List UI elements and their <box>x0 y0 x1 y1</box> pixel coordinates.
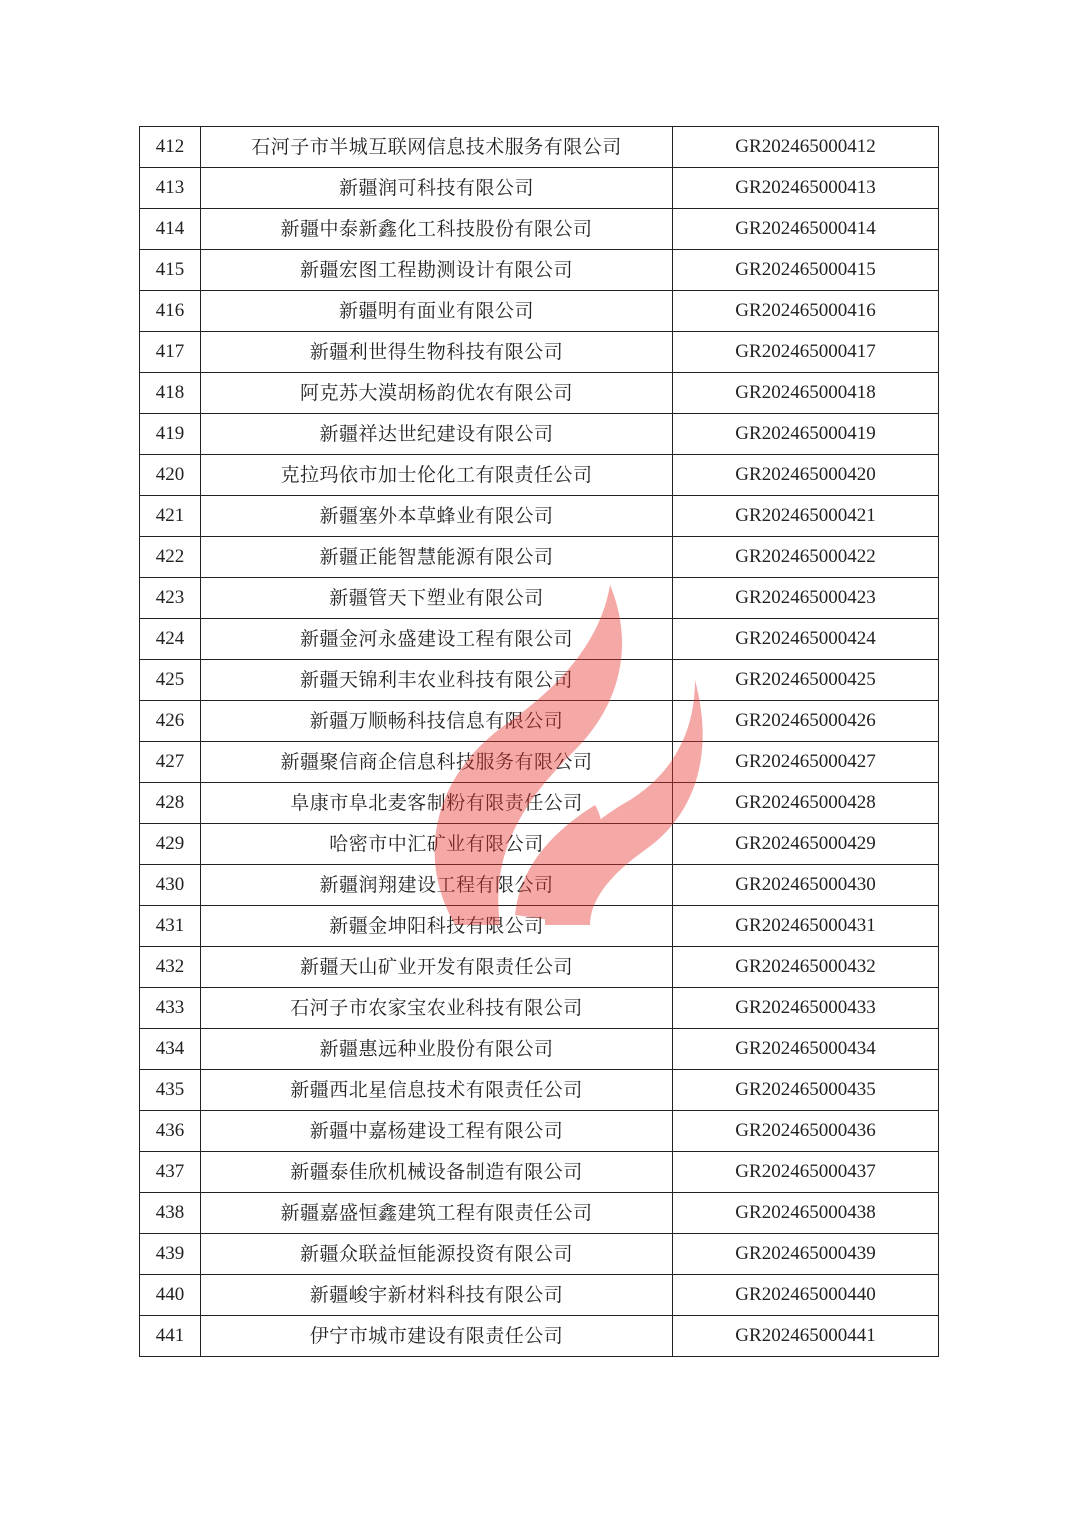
certificate-code-cell: GR202465000438 <box>673 1193 939 1234</box>
company-name-cell: 新疆利世得生物科技有限公司 <box>201 332 673 373</box>
row-index-cell: 438 <box>140 1193 201 1234</box>
table-row <box>140 455 939 496</box>
company-name-cell: 哈密市中汇矿业有限公司 <box>201 824 673 865</box>
company-name-cell: 阜康市阜北麦客制粉有限责任公司 <box>201 783 673 824</box>
table-row <box>140 701 939 742</box>
row-index-cell: 439 <box>140 1234 201 1275</box>
certificate-code-cell: GR202465000412 <box>673 127 939 168</box>
certificate-code-cell: GR202465000441 <box>673 1316 939 1357</box>
row-index-cell: 426 <box>140 701 201 742</box>
company-name-cell: 新疆惠远种业股份有限公司 <box>201 1029 673 1070</box>
certificate-code-cell: GR202465000424 <box>673 619 939 660</box>
table-row <box>140 537 939 578</box>
row-index-cell: 419 <box>140 414 201 455</box>
row-index-cell: 424 <box>140 619 201 660</box>
table-body <box>140 127 939 1357</box>
row-index-cell: 428 <box>140 783 201 824</box>
table-row <box>140 414 939 455</box>
certificate-code-cell: GR202465000431 <box>673 906 939 947</box>
row-index-cell: 436 <box>140 1111 201 1152</box>
row-index-cell: 440 <box>140 1275 201 1316</box>
company-name-cell: 新疆聚信商企信息科技服务有限公司 <box>201 742 673 783</box>
table-row <box>140 127 939 168</box>
row-index-cell: 437 <box>140 1152 201 1193</box>
table-row <box>140 619 939 660</box>
table-row <box>140 1234 939 1275</box>
row-index-cell: 430 <box>140 865 201 906</box>
row-index-cell: 418 <box>140 373 201 414</box>
company-name-cell: 石河子市农家宝农业科技有限公司 <box>201 988 673 1029</box>
company-name-cell: 新疆金坤阳科技有限公司 <box>201 906 673 947</box>
row-index-cell: 415 <box>140 250 201 291</box>
certificate-code-cell: GR202465000425 <box>673 660 939 701</box>
row-index-cell: 429 <box>140 824 201 865</box>
certificate-code-cell: GR202465000419 <box>673 414 939 455</box>
row-index-cell: 425 <box>140 660 201 701</box>
table-row <box>140 1029 939 1070</box>
certificate-code-cell: GR202465000414 <box>673 209 939 250</box>
table-row <box>140 168 939 209</box>
company-name-cell: 新疆明有面业有限公司 <box>201 291 673 332</box>
certificate-code-cell: GR202465000427 <box>673 742 939 783</box>
certificate-code-cell: GR202465000418 <box>673 373 939 414</box>
certificate-code-cell: GR202465000417 <box>673 332 939 373</box>
certificate-code-cell: GR202465000428 <box>673 783 939 824</box>
company-name-cell: 新疆泰佳欣机械设备制造有限公司 <box>201 1152 673 1193</box>
company-list-table <box>139 126 939 1357</box>
certificate-code-cell: GR202465000423 <box>673 578 939 619</box>
certificate-code-cell: GR202465000421 <box>673 496 939 537</box>
company-name-cell: 新疆中嘉杨建设工程有限公司 <box>201 1111 673 1152</box>
certificate-code-cell: GR202465000416 <box>673 291 939 332</box>
row-index-cell: 433 <box>140 988 201 1029</box>
company-name-cell: 新疆天锦利丰农业科技有限公司 <box>201 660 673 701</box>
company-name-cell: 新疆天山矿业开发有限责任公司 <box>201 947 673 988</box>
table-row <box>140 906 939 947</box>
company-name-cell: 石河子市半城互联网信息技术服务有限公司 <box>201 127 673 168</box>
company-name-cell: 新疆润可科技有限公司 <box>201 168 673 209</box>
company-name-cell: 新疆祥达世纪建设有限公司 <box>201 414 673 455</box>
table-row <box>140 1111 939 1152</box>
table-row <box>140 947 939 988</box>
certificate-code-cell: GR202465000422 <box>673 537 939 578</box>
row-index-cell: 420 <box>140 455 201 496</box>
table-row <box>140 660 939 701</box>
table-row <box>140 496 939 537</box>
table-row <box>140 1275 939 1316</box>
certificate-code-cell: GR202465000439 <box>673 1234 939 1275</box>
company-name-cell: 新疆正能智慧能源有限公司 <box>201 537 673 578</box>
table-row <box>140 1193 939 1234</box>
table-row <box>140 373 939 414</box>
certificate-code-cell: GR202465000440 <box>673 1275 939 1316</box>
table-row <box>140 209 939 250</box>
row-index-cell: 423 <box>140 578 201 619</box>
row-index-cell: 412 <box>140 127 201 168</box>
table-row <box>140 250 939 291</box>
certificate-code-cell: GR202465000437 <box>673 1152 939 1193</box>
row-index-cell: 431 <box>140 906 201 947</box>
table-row <box>140 865 939 906</box>
row-index-cell: 416 <box>140 291 201 332</box>
table-row <box>140 1070 939 1111</box>
company-name-cell: 新疆峻宇新材料科技有限公司 <box>201 1275 673 1316</box>
company-name-cell: 新疆嘉盛恒鑫建筑工程有限责任公司 <box>201 1193 673 1234</box>
table-row <box>140 742 939 783</box>
certificate-code-cell: GR202465000433 <box>673 988 939 1029</box>
company-name-cell: 伊宁市城市建设有限责任公司 <box>201 1316 673 1357</box>
company-name-cell: 阿克苏大漠胡杨韵优农有限公司 <box>201 373 673 414</box>
certificate-code-cell: GR202465000413 <box>673 168 939 209</box>
row-index-cell: 432 <box>140 947 201 988</box>
table-row <box>140 1152 939 1193</box>
company-name-cell: 新疆金河永盛建设工程有限公司 <box>201 619 673 660</box>
company-name-cell: 克拉玛依市加士伦化工有限责任公司 <box>201 455 673 496</box>
certificate-code-cell: GR202465000420 <box>673 455 939 496</box>
table-row <box>140 824 939 865</box>
company-name-cell: 新疆宏图工程勘测设计有限公司 <box>201 250 673 291</box>
company-name-cell: 新疆润翔建设工程有限公司 <box>201 865 673 906</box>
certificate-code-cell: GR202465000432 <box>673 947 939 988</box>
certificate-code-cell: GR202465000434 <box>673 1029 939 1070</box>
table-row <box>140 988 939 1029</box>
certificate-code-cell: GR202465000435 <box>673 1070 939 1111</box>
company-name-cell: 新疆西北星信息技术有限责任公司 <box>201 1070 673 1111</box>
company-name-cell: 新疆万顺畅科技信息有限公司 <box>201 701 673 742</box>
row-index-cell: 427 <box>140 742 201 783</box>
row-index-cell: 414 <box>140 209 201 250</box>
certificate-code-cell: GR202465000415 <box>673 250 939 291</box>
table-row <box>140 783 939 824</box>
row-index-cell: 434 <box>140 1029 201 1070</box>
table-row <box>140 291 939 332</box>
certificate-code-cell: GR202465000430 <box>673 865 939 906</box>
certificate-code-cell: GR202465000436 <box>673 1111 939 1152</box>
table-row <box>140 578 939 619</box>
row-index-cell: 413 <box>140 168 201 209</box>
table-row <box>140 1316 939 1357</box>
row-index-cell: 421 <box>140 496 201 537</box>
company-name-cell: 新疆众联益恒能源投资有限公司 <box>201 1234 673 1275</box>
table-row <box>140 332 939 373</box>
row-index-cell: 441 <box>140 1316 201 1357</box>
row-index-cell: 422 <box>140 537 201 578</box>
certificate-code-cell: GR202465000426 <box>673 701 939 742</box>
row-index-cell: 435 <box>140 1070 201 1111</box>
company-name-cell: 新疆塞外本草蜂业有限公司 <box>201 496 673 537</box>
certificate-code-cell: GR202465000429 <box>673 824 939 865</box>
company-name-cell: 新疆中泰新鑫化工科技股份有限公司 <box>201 209 673 250</box>
company-name-cell: 新疆管天下塑业有限公司 <box>201 578 673 619</box>
row-index-cell: 417 <box>140 332 201 373</box>
